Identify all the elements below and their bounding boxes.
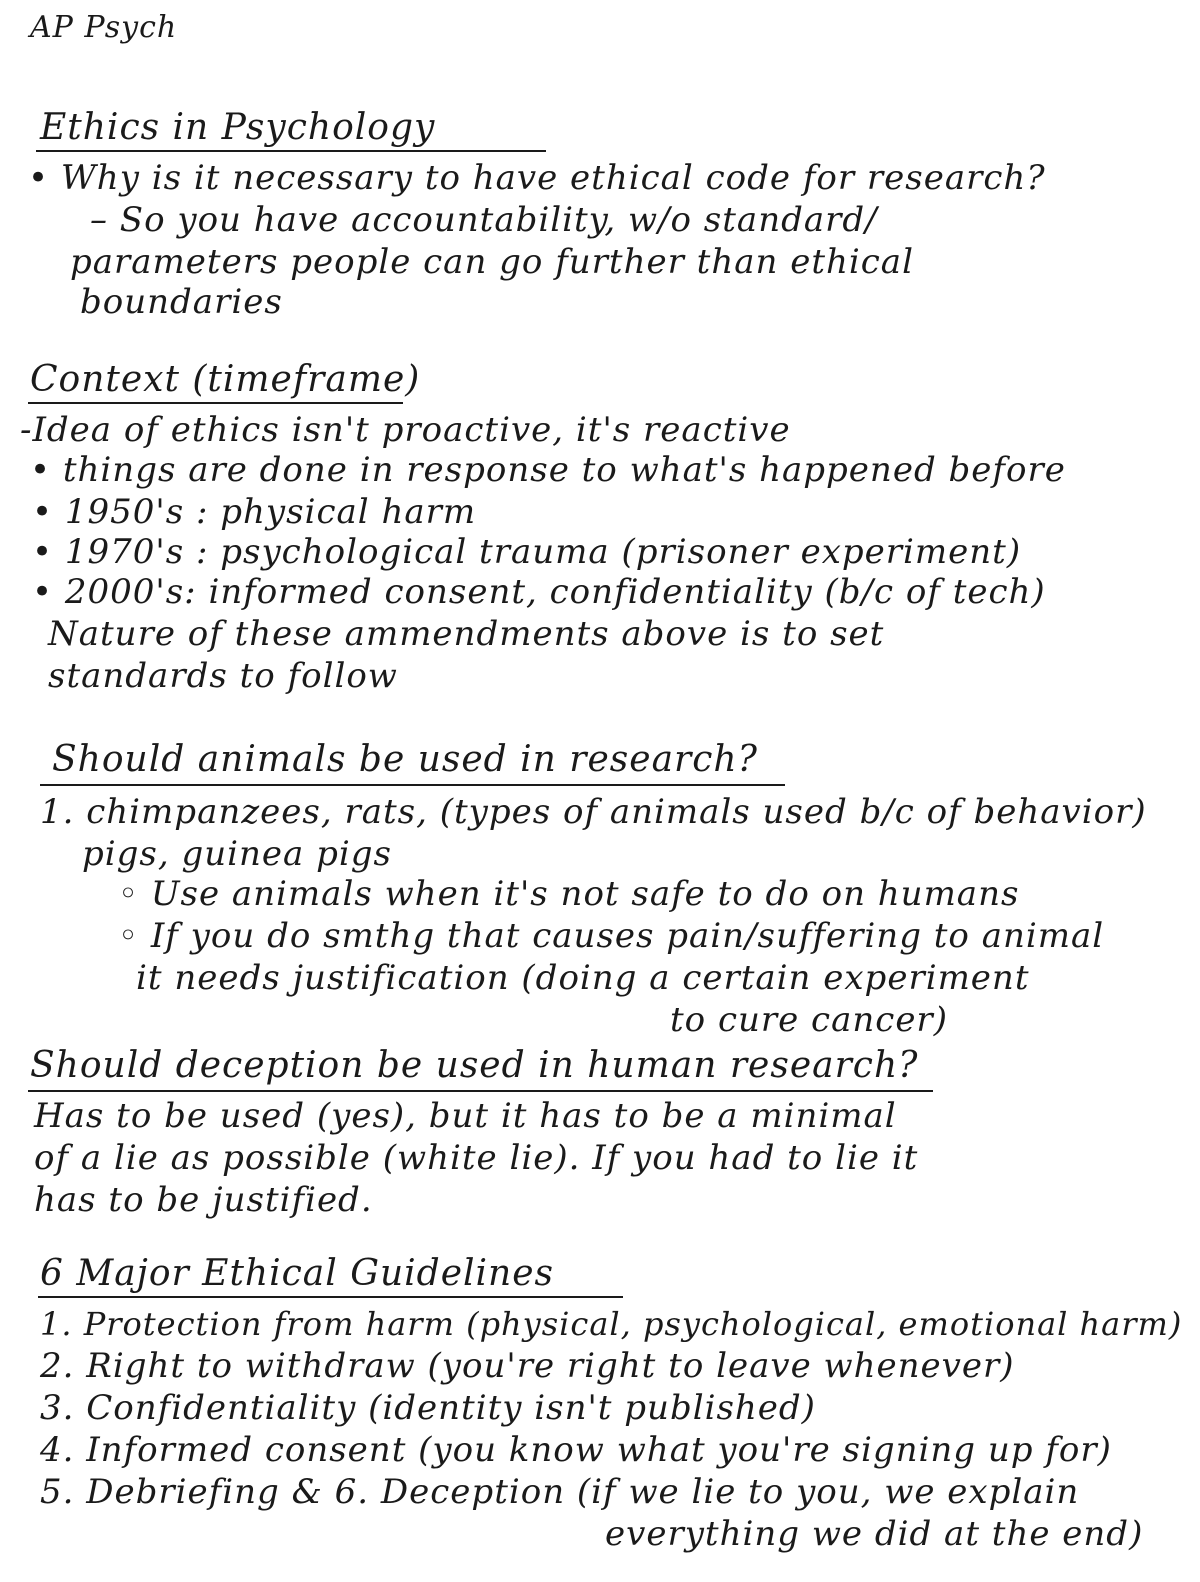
note-line: pigs, guinea pigs: [82, 834, 392, 874]
note-line: – So you have accountability, w/o standard/: [90, 200, 878, 240]
heading-underline: [40, 784, 785, 786]
note-line: 1. chimpanzees, rats, (types of animals used b/c of behavior): [40, 792, 1147, 832]
note-line: Nature of these ammendments above is to set: [48, 614, 885, 654]
section-heading-ethics: Ethics in Psychology: [40, 107, 436, 148]
note-line: -Idea of ethics isn't proactive, it's reactive: [20, 410, 791, 450]
note-line: parameters people can go further than ethical: [70, 242, 914, 282]
heading-underline: [36, 150, 546, 152]
note-line: ◦ Use animals when it's not safe to do on humans: [118, 874, 1020, 914]
section-heading-guidelines: 6 Major Ethical Guidelines: [40, 1253, 554, 1294]
note-line: has to be justified.: [34, 1180, 373, 1220]
heading-underline: [38, 1296, 623, 1298]
note-line: • 1970's : psychological trauma (prisoner experiment): [32, 532, 1022, 572]
note-line: boundaries: [80, 282, 283, 322]
section-heading-animals: Should animals be used in research?: [52, 739, 758, 780]
note-line: • things are done in response to what's happened before: [30, 450, 1066, 490]
note-line: 2. Right to withdraw (you're right to leave whenever): [40, 1346, 1015, 1386]
note-line: 3. Confidentiality (identity isn't published): [40, 1388, 816, 1428]
course-label: AP Psych: [30, 10, 178, 45]
note-line: 1. Protection from harm (physical, psychological, emotional harm): [40, 1305, 1183, 1343]
section-heading-context: Context (timeframe): [30, 359, 421, 400]
note-line: of a lie as possible (white lie). If you had to lie it: [34, 1138, 919, 1178]
note-line: standards to follow: [48, 656, 398, 696]
note-line: to cure cancer): [670, 1000, 948, 1040]
note-line: • 1950's : physical harm: [32, 492, 477, 532]
heading-underline: [28, 1090, 933, 1092]
section-heading-deception: Should deception be used in human research?: [30, 1045, 919, 1086]
heading-underline: [28, 402, 403, 404]
note-line: • Why is it necessary to have ethical code for research?: [28, 158, 1046, 198]
note-line: 5. Debriefing & 6. Deception (if we lie to you, we explain: [40, 1472, 1080, 1512]
note-line: 4. Informed consent (you know what you're signing up for): [40, 1430, 1112, 1470]
note-line: it needs justification (doing a certain experiment: [136, 958, 1030, 998]
note-line: • 2000's: informed consent, confidentiality (b/c of tech): [32, 572, 1046, 612]
note-line: everything we did at the end): [605, 1514, 1144, 1554]
note-line: Has to be used (yes), but it has to be a minimal: [34, 1096, 897, 1136]
note-line: ◦ If you do smthg that causes pain/suffering to animal: [118, 916, 1105, 956]
